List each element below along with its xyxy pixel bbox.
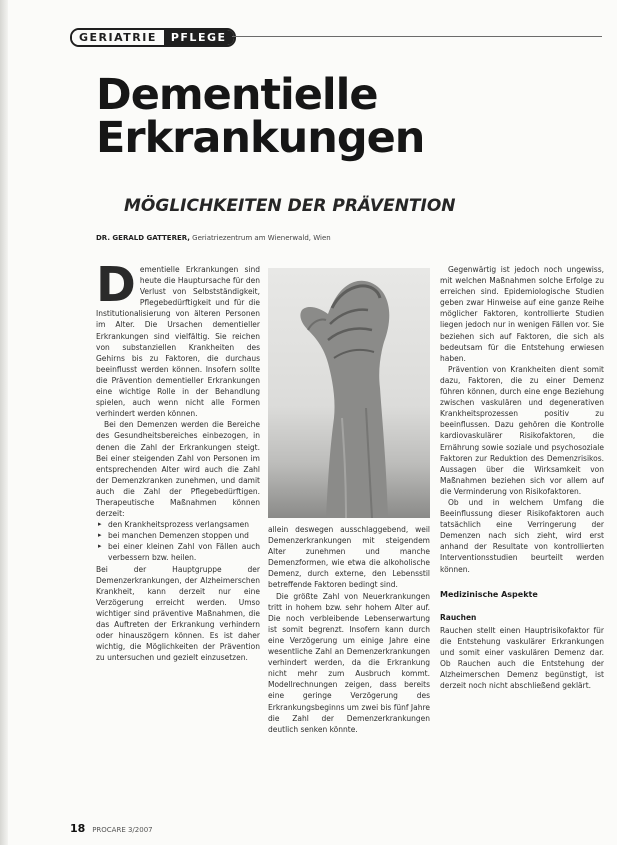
header-rule — [232, 36, 602, 37]
paragraph: ementielle Erkrankungen sind heute die Hauptursache für den Verlust von Selbstständigkeit, Pflegebedürftigkeit und für die Institutionalisierung von älteren Personen im Alter. Die Ursachen dementieller Erkrankungen sind vielfältig. Sie reichen von substanziellen Krankheiten des Gehirns bis zu Faktoren, die durchaus beeinflusst werden können. Insofern sollte die Prävention dementieller Erkrankungen eine wichtige Rolle in der Behandlung spielen, auch wenn nicht alle Formen verhindert werden können. — [96, 265, 260, 419]
page-number: 18 — [70, 822, 86, 835]
section-heading: Medizinische Aspekte — [440, 589, 538, 599]
drop-cap: D — [96, 264, 136, 313]
article-column-2 — [268, 524, 430, 780]
article-column-3 — [440, 264, 604, 784]
bullet-item: ▸ bei einer kleinen Zahl von Fällen auch verbessern bzw. heilen. — [96, 541, 260, 563]
article-column-1 — [96, 264, 260, 784]
title-line-2: Erkrankungen — [96, 113, 425, 163]
byline-affiliation: Geriatriezentrum am Wienerwald, Wien — [192, 234, 331, 242]
paragraph: Rauchen stellt einen Hauptrisikofaktor für die Entstehung vaskulärer Erkrankungen und somit einer vaskulären Demenz dar. Ob Rauchen auch die Entstehung der Alzheimerschen Demenz begünstigt, ist derzeit noch nicht abschließend geklärt. — [440, 625, 604, 691]
title-line-1: Dementielle — [96, 70, 378, 120]
magazine-name: PROCARE 3/2007 — [92, 826, 153, 834]
paragraph: Die größte Zahl von Neuerkrankungen tritt in hohem bzw. sehr hohem Alter auf. Die noch verbleibende Lebenserwartung ist somit begrenzt. Insofern kann durch eine Verzögerung um einige Jahre eine wesentliche Zahl an Demenzerkrankungen verhindert werden, da die Erkrankung nicht mehr zum Ausbruch kommt. Modellrechnungen zeigen, dass bereits eine geringe Verzögerung des Erkrankungsbeginns um zwei bis fünf Jahre die Zahl der Demenzerkrankungen deutlich senken könnte. — [268, 591, 430, 734]
paragraph: Prävention von Krankheiten dient somit dazu, Faktoren, die zu einer Demenz führen können, durch eine enge Beziehung zwischen vaskulären und degenerativen Krankheitsprozessen positiv zu beeinflussen. Dazu gehören die Kontrolle kardiovaskulärer Risikofaktoren, die Ernährung sowie soziale und psychosoziale Faktoren zur Reduktion des Demenzrisikos. Aussagen über die Wirksamkeit von Maßnahmen beziehen sich vor allem auf die Verminderung von Risikofaktoren. — [440, 364, 604, 496]
section-tag — [70, 28, 236, 47]
paragraph: Bei der Hauptgruppe der Demenzerkrankungen, der Alzheimerschen Krankheit, kann derzeit nur eine Verzögerung erreicht werden. Umso wichtiger sind präventive Maßnahmen, die das Auftreten der Erkrankung verhindern oder hinauszögern können. Es ist daher wichtig, die Möglichkeiten der Prävention zu untersuchen und gezielt einzusetzen. — [96, 564, 260, 663]
paragraph: Gegenwärtig ist jedoch noch ungewiss, mit welchen Maßnahmen solche Erfolge zu erreichen sind. Epidemiologische Studien geben zwar Hinweise auf eine ganze Reihe möglicher Faktoren, kontrollierte Studien liegen jedoch nur in wenigen Fällen vor. Sie beziehen sich auf Faktoren, die sich als bedeutsam für die Entstehung erwiesen haben. — [440, 265, 604, 363]
paragraph: Bei den Demenzen werden die Bereiche des Gesundheitsbereiches einbezogen, in denen die Zahl der Erkrankungen steigt. Bei einer steigenden Zahl von Personen im entsprechenden Alter wird auch die Zahl der Demenzkranken zunehmen, und damit auch die Zahl der Pflegebedürftigen. Therapeutische Maßnahmen können derzeit: — [96, 420, 260, 519]
bullet-item: ▸ den Krankheitsprozess verlangsamen — [96, 519, 260, 530]
article-subtitle: MÖGLICHKEITEN DER PRÄVENTION — [124, 196, 456, 216]
subsection-heading: Rauchen — [440, 612, 477, 622]
hands-photo — [268, 268, 430, 518]
scan-edge — [0, 0, 8, 845]
subsection-label: PFLEGE — [164, 30, 234, 45]
clasped-hands-illustration — [268, 268, 430, 518]
page-footer — [70, 822, 153, 835]
article-title — [96, 70, 425, 163]
paragraph: Ob und in welchem Umfang die Beeinflussung dieser Risikofaktoren auch tatsächlich eine Verringerung der Demenzen nach sich zieht, wird erst anhand der Resultate von kontrollierten Interventionsstudien beurteilt werden können. — [440, 497, 604, 574]
byline-author: DR. GERALD GATTERER, — [96, 234, 190, 242]
bullet-item: ▸ bei manchen Demenzen stoppen und — [96, 530, 260, 541]
bullet-list — [96, 519, 260, 563]
paragraph: allein deswegen ausschlaggebend, weil Demenzerkrankungen mit steigendem Alter zunehmen und manche Demenzformen, wie etwa die alkoholische Demenz, durch externe, den Lebensstil betreffende Faktoren bedingt sind. — [268, 525, 430, 590]
section-label: GERIATRIE — [72, 30, 164, 45]
byline — [96, 234, 331, 242]
